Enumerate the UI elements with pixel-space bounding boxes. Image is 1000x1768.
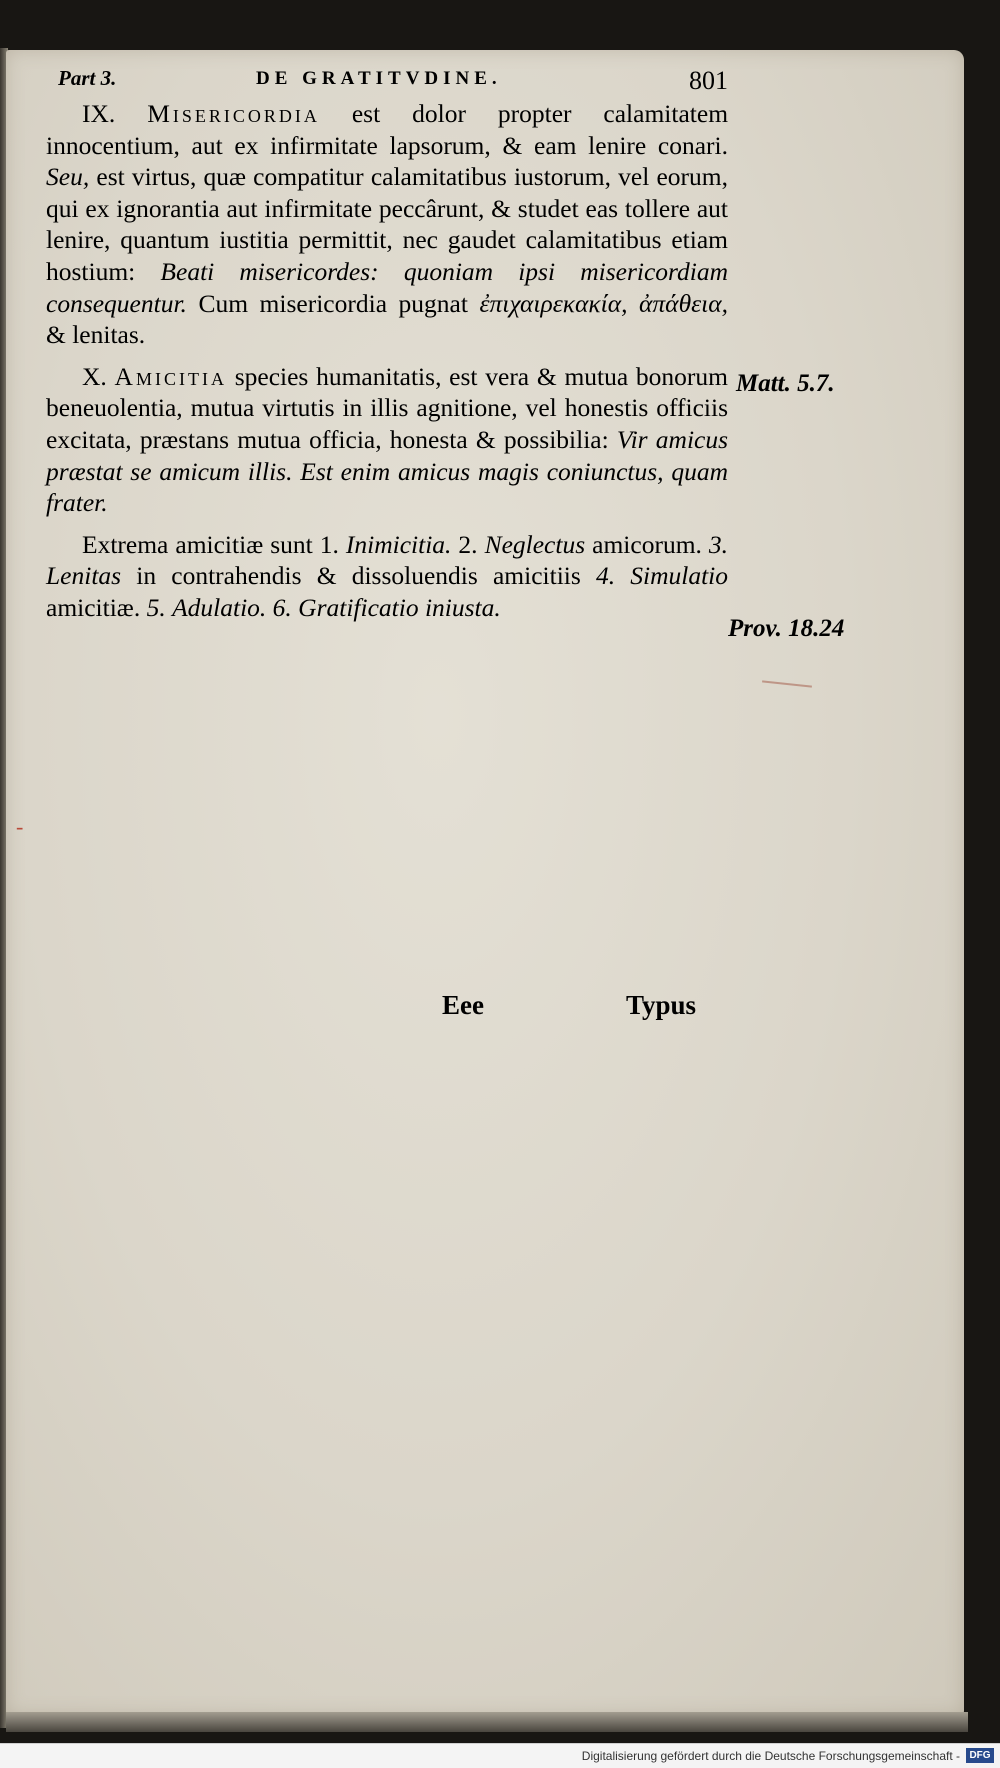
extrema-text: amicorum.	[592, 529, 702, 559]
main-text	[46, 98, 728, 624]
extrema-text: in contrahendis & dissoluendis amicitiis	[136, 561, 581, 591]
seu-word: Seu,	[46, 162, 90, 192]
paragraph-misericordia	[46, 98, 728, 351]
marginal-note-matthew: Matt. 5.7.	[736, 370, 835, 397]
item-number: 2.	[458, 529, 478, 559]
item-number: 6.	[272, 592, 292, 622]
section-number: IX.	[82, 99, 116, 128]
footer-credit: Digitalisierung gefördert durch die Deutsche Forschungsgemeinschaft -	[581, 1749, 960, 1763]
item-number: 3.	[708, 529, 729, 559]
opposites-text-end: & lenitas.	[46, 320, 146, 350]
catchword: Typus	[626, 990, 697, 1020]
paragraph-extrema	[46, 529, 728, 624]
term-inimicitia: Inimicitia.	[345, 529, 452, 559]
page-bottom-edge	[6, 1712, 968, 1732]
running-head-part: Part 3.	[58, 66, 117, 90]
item-number: 5.	[146, 592, 166, 622]
extrema-text: amicitiæ.	[46, 592, 141, 622]
red-ink-mark: -	[16, 814, 24, 839]
definition-text-2: est virtus, quæ compatitur calamitatibus iustorum, vel eorum, qui ex ignorantia aut infirmitate peccârunt, & studet eas tollere aut lenire, quantum iustitia permittit, nec gaudet calamitatibus etiam hostium:	[46, 162, 728, 286]
term-adulatio: Adulatio.	[172, 592, 267, 622]
footer-bar	[0, 1743, 1000, 1768]
term-neglectus: Neglectus	[484, 529, 586, 559]
dfg-logo: DFG	[966, 1748, 994, 1763]
marginal-note-proverbs: Prov. 18.24	[728, 615, 845, 642]
scripture-quote: Beati misericordes: quoniam ipsi misericordiam consequentur.	[46, 256, 729, 318]
keyword-amicitia: Amicitia	[114, 361, 227, 391]
term-lenitas: Lenitas	[46, 561, 122, 591]
opposites-text: Cum misericordia pugnat	[198, 288, 468, 318]
running-head-title: DE GRATITVDINE.	[256, 68, 502, 89]
definition-text: est dolor propter calamitatem innocentium, aut ex infirmitate lapsorum, & eam lenire conari.	[46, 99, 729, 160]
running-head	[58, 60, 728, 100]
signature-mark: Eee	[442, 990, 484, 1020]
term-simulatio: Simulatio	[630, 561, 729, 591]
scripture-quote: Vir amicus præstat se amicum illis. Est enim amicus magis coniunctus, quam frater.	[46, 424, 729, 518]
term-gratificatio: Gratificatio iniusta.	[298, 592, 501, 622]
page-number: 801	[689, 66, 728, 95]
section-number: X.	[82, 361, 107, 391]
keyword-misericordia: Misericordia	[147, 99, 320, 128]
extrema-intro: Extrema amicitiæ sunt 1.	[82, 529, 339, 559]
item-number: 4.	[595, 561, 616, 591]
greek-terms: ἐπιχαιρεκακία, ἀπάθεια,	[479, 288, 728, 318]
paragraph-amicitia	[46, 361, 728, 519]
definition-text: species humanitatis, est vera & mutua bonorum beneuolentia, mutua virtutis in illis agnitione, vel honestis officiis excitata, præstans mutua officia, honesta & possibilia:	[46, 361, 729, 454]
